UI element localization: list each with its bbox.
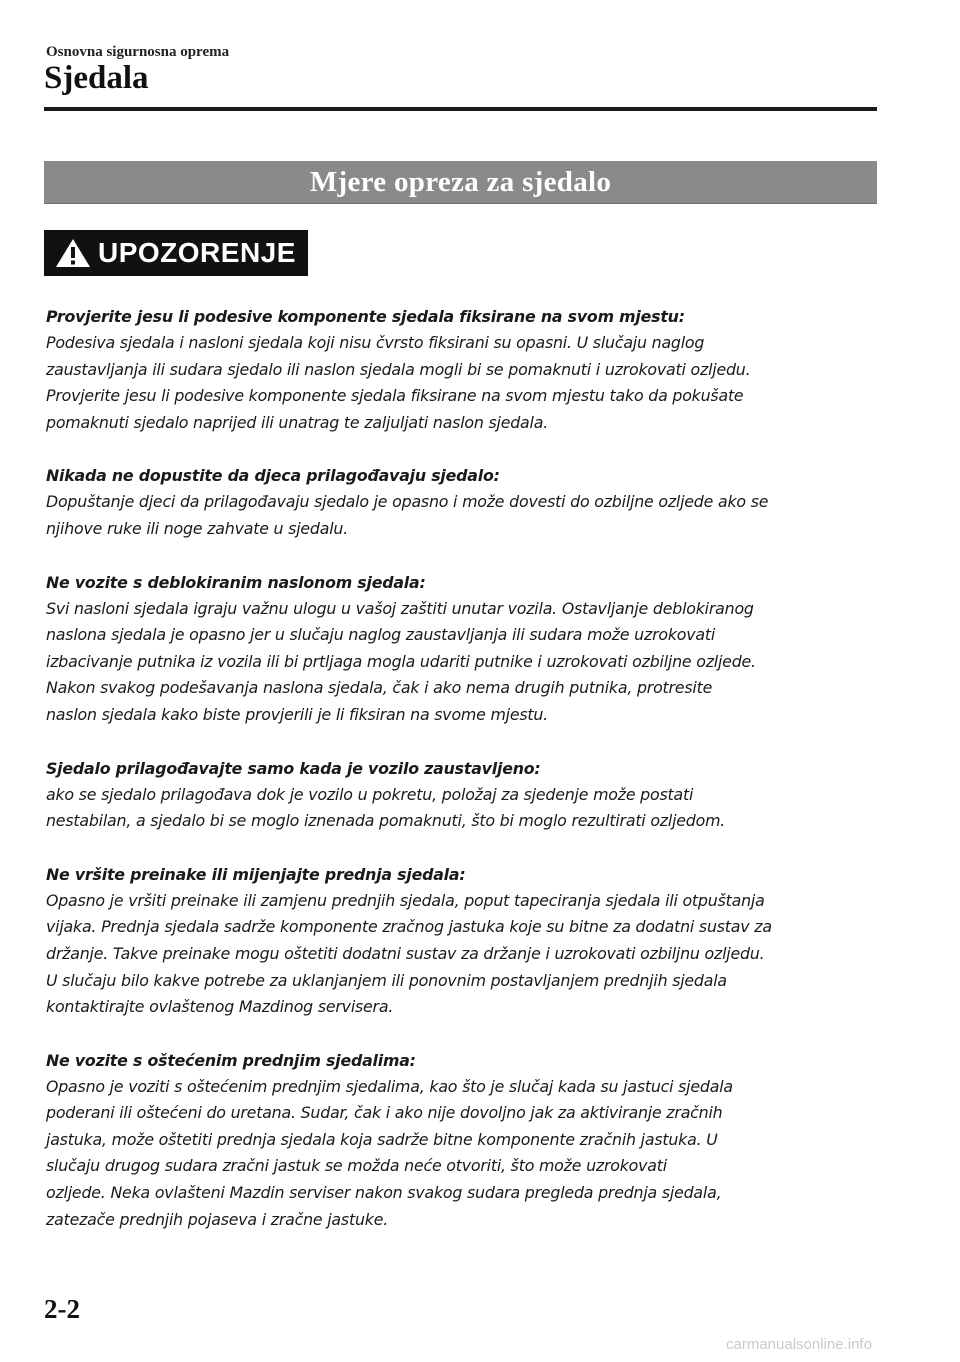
body-text-line: Provjerite jesu li podesive komponente sjedala fiksirane na svom mjestu tako da pokušate	[46, 386, 744, 406]
warning-triangle-icon	[54, 237, 92, 269]
body-text-line: vijaka. Prednja sjedala sadrže komponente zračnog jastuka koje su bitne za dodatni sustav za	[46, 917, 772, 937]
body-text-line: Dopuštanje djeci da prilagođavaju sjedalo je opasno i može dovesti do ozbiljne ozljede ako se	[46, 492, 769, 512]
body-text-line: naslona sjedala je opasno jer u slučaju naglog zaustavljanja ili sudara može uzrokovati	[46, 625, 716, 645]
body-text-line: nestabilan, a sjedalo bi se moglo iznenada pomaknuti, što bi moglo rezultirati ozljedom.	[46, 811, 726, 831]
topic-banner	[44, 161, 877, 204]
warning-section	[46, 862, 884, 1021]
body-text-line: kontaktirajte ovlaštenog Mazdinog servisera.	[46, 997, 394, 1017]
body-text-line: slučaju drugog sudara zračni jastuk se možda neće otvoriti, što može uzrokovati	[46, 1156, 667, 1176]
body-text-line: Opasno je voziti s oštećenim prednjim sjedalima, kao što je slučaj kada su jastuci sjedala	[46, 1076, 733, 1096]
section-heading: Nikada ne dopustite da djeca prilagođavaju sjedalo:	[46, 466, 500, 486]
section-kicker: Osnovna sigurnosna oprema	[46, 44, 230, 60]
warning-content	[46, 304, 884, 1260]
body-text-line: Opasno je vršiti preinake ili zamjenu prednjih sjedala, poput tapeciranja sjedala ili otpuštanja	[46, 890, 765, 910]
section-heading: Provjerite jesu li podesive komponente sjedala fiksirane na svom mjestu:	[46, 307, 685, 326]
body-text-line: zaustavljanja ili sudara sjedalo ili naslon sjedala mogli bi se pomaknuti i uzrokovati ozljedu.	[46, 359, 751, 379]
body-text-line: Svi nasloni sjedala igraju važnu ulogu u vašoj zaštiti unutar vozila. Ostavljanje deblokiranog	[46, 598, 754, 618]
body-text-line: zatezače prednjih pojaseva i zračne jastuke.	[46, 1209, 389, 1229]
body-text-line: pomaknuti sjedalo naprijed ili unatrag te zaljuljati naslon sjedala.	[46, 412, 549, 432]
header-rule	[44, 107, 877, 111]
warning-badge	[44, 230, 308, 276]
body-text-line: njihove ruke ili noge zahvate u sjedalu.	[46, 518, 349, 538]
section-heading: Sjedalo prilagođavajte samo kada je vozilo zaustavljeno:	[46, 758, 541, 778]
page-number: 2-2	[44, 1294, 80, 1324]
watermark: carmanualsonline.info	[726, 1336, 872, 1353]
section-heading: Ne vršite preinake ili mijenjajte prednja sjedala:	[46, 864, 466, 884]
body-text-line: izbacivanje putnika iz vozila ili bi prtljaga mogla udariti putnike i uzrokovati ozbiljne ozljede.	[46, 651, 756, 671]
body-text-line: ako se sjedalo prilagođava dok je vozilo u pokretu, položaj za sjedenje može postati	[46, 784, 694, 804]
body-text-line: Nakon svakog podešavanja naslona sjedala, čak i ako nema drugih putnika, protresite	[46, 678, 713, 698]
topic-title: Mjere opreza za sjedalo	[309, 165, 612, 198]
warning-label: UPOZORENJE	[98, 237, 296, 268]
section-heading: Ne vozite s deblokiranim naslonom sjedala:	[46, 572, 426, 592]
warning-section	[46, 463, 884, 542]
warning-section	[46, 1048, 884, 1234]
body-text-line: ozljede. Neka ovlašteni Mazdin serviser nakon svakog sudara pregleda prednja sjedala,	[46, 1183, 722, 1203]
warning-section	[46, 304, 884, 436]
body-text-line: poderani ili oštećeni do uretana. Sudar, čak i ako nije dovoljno jak za aktiviranje zračnih	[46, 1103, 723, 1123]
body-text-line: U slučaju bilo kakve potrebe za uklanjanjem ili ponovnim postavljanjem prednjih sjedala	[46, 970, 727, 990]
body-text-line: jastuka, može oštetiti prednja sjedala koja sadrže bitne komponente zračnih jastuka. U	[46, 1129, 718, 1149]
body-text-line: držanje. Takve preinake mogu oštetiti dodatni sustav za držanje i uzrokovati ozbiljnu ozljedu.	[46, 943, 765, 963]
warning-section	[46, 756, 884, 835]
warning-section	[46, 570, 884, 729]
chapter-title: Sjedala	[44, 60, 149, 96]
body-text-line: naslon sjedala kako biste provjerili je li fiksiran na svome mjestu.	[46, 704, 549, 724]
body-text-line: Podesiva sjedala i nasloni sjedala koji nisu čvrsto fiksirani su opasni. U slučaju naglog	[46, 333, 705, 352]
section-heading: Ne vozite s oštećenim prednjim sjedalima:	[46, 1050, 416, 1070]
